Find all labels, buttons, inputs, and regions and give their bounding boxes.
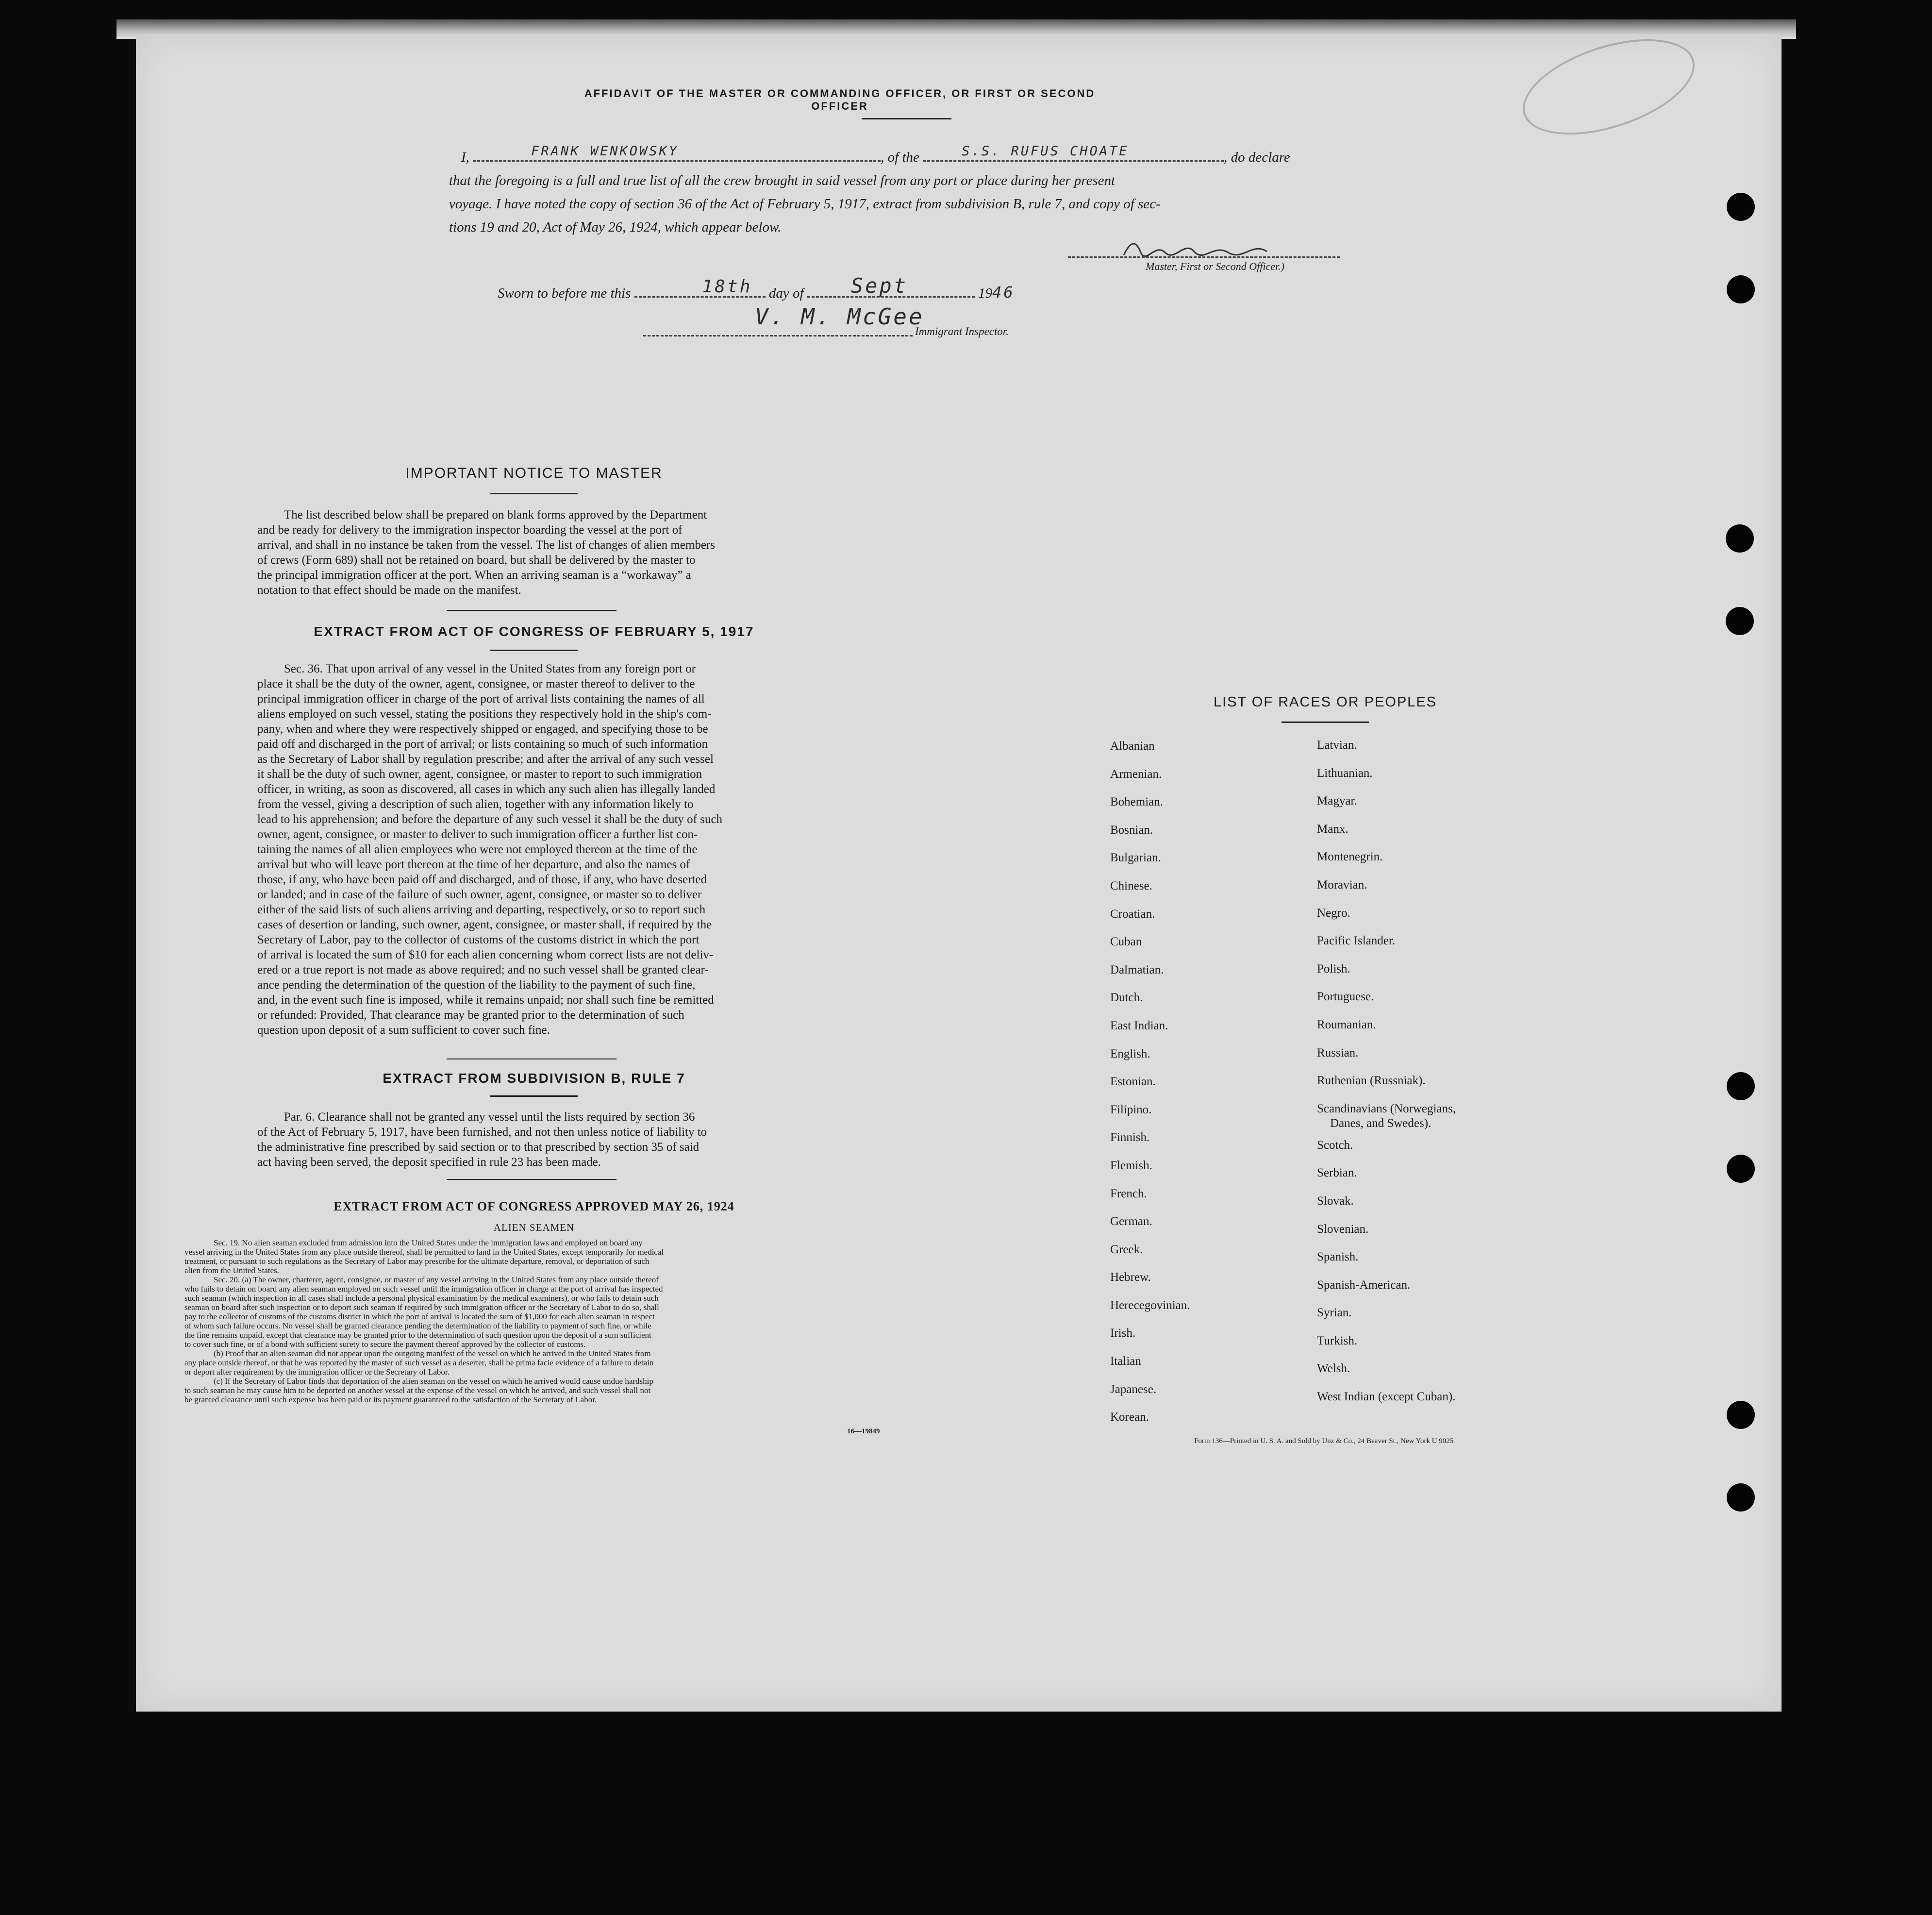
race-item: Spanish-American.	[1317, 1278, 1411, 1292]
affidavit-title: AFFIDAVIT OF THE MASTER OR COMMANDING OFFICER, OR FIRST OR SECOND OFFICER	[584, 87, 1096, 112]
inspector-signature-area	[643, 303, 924, 337]
race-item: Pacific Islander.	[1317, 934, 1396, 948]
races-left-column	[1110, 739, 1295, 1438]
law-line: Sec. 19. No alien seaman excluded from admission into the United States under the immigration laws and employed on board any	[214, 1238, 643, 1247]
notice-line: and be ready for delivery to the immigration inspector boarding the vessel at the port of	[257, 523, 683, 537]
race-item: Japanese.	[1110, 1382, 1157, 1396]
law-line: or deport after requirement by the immigration officer or the Secretary of Labor.	[184, 1367, 450, 1377]
race-item: Welsh.	[1317, 1362, 1350, 1376]
race-item: Syrian.	[1317, 1306, 1352, 1320]
extract-line: arrival but who will leave port thereon at the time of her departure, and also the names of	[257, 858, 690, 871]
race-item: Dutch.	[1110, 991, 1143, 1005]
law-line: of whom such failure occurs. No vessel shall be granted clearance pending the determination of the liability to payment of such fine, or while	[184, 1321, 651, 1330]
sworn-day-field	[634, 277, 766, 298]
sworn-line	[498, 274, 1015, 302]
law-line: to such seaman he may cause him to be deported on another vessel at the expense of the vessel on which he arrived, and such vessel shall not	[184, 1386, 651, 1395]
extract-line: aliens employed on such vessel, stating the positions they respectively hold in the ship's com-	[257, 707, 712, 721]
race-item: Ruthenian (Russniak).	[1317, 1074, 1426, 1088]
race-item: Chinese.	[1110, 879, 1152, 892]
punch-hole	[1727, 1401, 1755, 1429]
races-title-divider	[1282, 722, 1369, 723]
subdivision-b-title: EXTRACT FROM SUBDIVISION B, RULE 7	[383, 1071, 685, 1086]
race-item: Scotch.	[1317, 1138, 1353, 1152]
of-the-label: , of the	[881, 150, 919, 165]
subdivision-b-divider	[490, 1095, 578, 1097]
punch-hole	[1726, 607, 1754, 635]
i-label: I,	[461, 150, 469, 165]
race-item: Portuguese.	[1317, 990, 1374, 1004]
notice-line: of crews (Form 689) shall not be retained on board, but shall be delivered by the master to	[257, 554, 696, 567]
rule-line: Par. 6. Clearance shall not be granted any vessel until the lists required by section 36	[284, 1110, 695, 1124]
punch-hole	[1727, 193, 1755, 221]
extract-line: pany, when and where they were respectively shipped or engaged, and specifying those to be	[257, 722, 708, 736]
race-item: Latvian.	[1317, 739, 1357, 752]
sworn-label: Sworn to before me this	[498, 286, 631, 301]
race-item: Albanian	[1110, 739, 1155, 753]
extract-1917-divider	[490, 650, 578, 651]
race-item: Scandinavians (Norwegians,	[1317, 1102, 1456, 1115]
race-item: French.	[1110, 1187, 1147, 1200]
race-item: Dalmatian.	[1110, 963, 1164, 976]
law-line: such seaman (which inspection in all cases shall include a personal physical examination by the medical examiners), or who fails to detain such	[184, 1293, 659, 1303]
punch-hole	[1727, 1155, 1755, 1183]
inspector-signature: V. M. McGee	[755, 303, 924, 330]
extract-line: place it shall be the duty of the owner, agent, consignee, or master thereof to deliver to the	[257, 677, 695, 690]
extract-line: owner, agent, consignee, or master to deliver to such immigration officer a further list con-	[257, 828, 698, 841]
master-label: Master, First or Second Officer.)	[1146, 260, 1284, 272]
notice-line: notation to that effect should be made on the manifest.	[257, 584, 521, 597]
race-item: Herecegovinian.	[1110, 1298, 1190, 1312]
punch-hole	[1726, 524, 1754, 553]
extract-1917-body	[257, 661, 811, 1038]
vessel-name-field	[923, 146, 1224, 162]
extract-line: those, if any, who have been paid off and discharged, and of those, if any, who have deserted	[257, 873, 707, 886]
race-item: German.	[1110, 1215, 1152, 1228]
extract-line: question upon deposit of a sum sufficient to cover such fine.	[257, 1024, 550, 1037]
extract-line: as the Secretary of Labor shall by regulation prescribe; and after the arrival of any such vessel	[257, 753, 714, 766]
subdivision-b-body	[257, 1109, 811, 1170]
extract-1917-title: EXTRACT FROM ACT OF CONGRESS OF FEBRUARY 5, 1917	[314, 624, 754, 639]
law-line: Sec. 20. (a) The owner, charterer, agent, consignee, or master of any vessel arriving in the United States from any place outside thereof	[214, 1275, 659, 1284]
law-line: pay to the collector of customs of the customs district in which the port of arrival is located the sum of $1,000 for each alien seaman in respect	[184, 1312, 655, 1321]
law-line: who fails to detain on board any alien seaman employed on such vessel until the immigration officer in charge at the port of arrival has inspected	[184, 1284, 663, 1293]
race-item: Magyar.	[1317, 794, 1357, 808]
form-footer: Form 136—Printed in U. S. A. and Sold by Unz & Co., 24 Beaver St., New York U 9025	[1194, 1437, 1454, 1445]
declaration-line: voyage. I have noted the copy of section 36 of the Act of February 5, 1917, extract from subdivision B, rule 7, and copy of sec-	[449, 196, 1161, 212]
rule-line: of the Act of February 5, 1917, have been furnished, and not then unless notice of liability to	[257, 1125, 707, 1139]
section-divider	[447, 610, 616, 611]
race-item: Greek.	[1110, 1243, 1143, 1256]
extract-1924-subtitle: ALIEN SEAMEN	[493, 1222, 575, 1233]
race-item: Bohemian.	[1110, 795, 1164, 809]
extract-line: principal immigration officer in charge of the port of arrival lists containing the names of all	[257, 692, 705, 706]
race-item: Roumanian.	[1317, 1018, 1376, 1031]
race-item: Russian.	[1317, 1046, 1359, 1059]
race-item: Negro.	[1317, 906, 1350, 920]
affidavit-declaration	[449, 169, 1371, 239]
form-code: 16—19849	[847, 1428, 880, 1435]
rule-line: the administrative fine prescribed by said section or to that prescribed by section 35 of said	[257, 1141, 700, 1154]
race-item: English.	[1110, 1047, 1150, 1060]
race-item: Lithuanian.	[1317, 766, 1373, 780]
officer-name-field	[473, 146, 881, 162]
race-item: Hebrew.	[1110, 1271, 1151, 1284]
sworn-day: 18th	[702, 277, 752, 297]
race-item: Italian	[1110, 1355, 1141, 1368]
extract-line: of arrival is located the sum of $10 for each alien concerning whom correct lists are not deliv-	[257, 948, 714, 961]
declaration-line: that the foregoing is a full and true list of all the crew brought in said vessel from any port or place during her present	[449, 173, 1116, 188]
declaration-line: tions 19 and 20, Act of May 26, 1924, which appear below.	[449, 219, 782, 235]
law-line: treatment, or pursuant to such regulations as the Secretary of Labor may prescribe for the ultimate departure, removal, or deportation of such	[184, 1257, 650, 1266]
section-divider	[447, 1058, 616, 1059]
race-item: Estonian.	[1110, 1075, 1156, 1089]
punch-hole	[1727, 1072, 1755, 1100]
day-of-label: day of	[768, 286, 804, 301]
affidavit-first-line	[461, 146, 1369, 166]
notice-body	[257, 507, 811, 598]
races-title: LIST OF RACES OR PEOPLES	[1213, 694, 1437, 710]
race-item: Armenian.	[1110, 767, 1162, 781]
extract-line: it shall be the duty of such owner, agent, consignee, or master to report to such immigration	[257, 768, 702, 781]
extract-line: or refunded: Provided, That clearance may be granted prior to the determination of such	[257, 1008, 684, 1022]
extract-line: officer, in writing, as soon as discovered, all cases in which any such alien has illegally landed	[257, 783, 716, 796]
notice-title: IMPORTANT NOTICE TO MASTER	[405, 465, 663, 481]
race-item: Bosnian.	[1110, 823, 1153, 837]
race-item: Flemish.	[1110, 1159, 1152, 1172]
inspector-line	[643, 335, 913, 336]
extract-line: either of the said lists of such aliens arriving and departing, respectively, or so to report such	[257, 903, 706, 916]
race-item: Croatian.	[1110, 907, 1155, 921]
punch-hole	[1727, 1483, 1755, 1512]
race-item: Filipino.	[1110, 1103, 1152, 1116]
race-item: Cuban	[1110, 935, 1142, 949]
race-item: Montenegrin.	[1317, 850, 1383, 864]
race-item: Turkish.	[1317, 1334, 1358, 1347]
extract-line: Sec. 36. That upon arrival of any vessel in the United States from any foreign port or	[284, 662, 696, 675]
law-line: (c) If the Secretary of Labor finds that deportation of the alien seaman on the vessel on which he arrived would cause undue hardship	[214, 1377, 653, 1386]
year-suffix: 46	[992, 283, 1015, 302]
inspector-label: Immigrant Inspector.	[915, 325, 1009, 337]
officer-name: FRANK WENKOWSKY	[531, 144, 679, 159]
master-signature-area	[1068, 238, 1340, 257]
notice-title-divider	[490, 493, 578, 494]
master-signature-scribble	[1068, 238, 1340, 257]
extract-line: or landed; and in case of the failure of such owner, agent, consignee, or master so to deliver	[257, 888, 702, 901]
rule-line: act having been served, the deposit specified in rule 23 has been made.	[257, 1156, 601, 1169]
race-item: Serbian.	[1317, 1166, 1357, 1180]
extract-line: paid off and discharged in the port of arrival; or lists containing so much of such information	[257, 738, 708, 751]
notice-line: The list described below shall be prepared on blank forms approved by the Department	[284, 508, 707, 521]
extract-line: from the vessel, giving a description of such alien, together with any information likely to	[257, 798, 694, 811]
extract-line: lead to his apprehension; and before the departure of any such vessel it shall be the duty of such	[257, 813, 723, 826]
law-line: the fine remains unpaid, except that clearance may be granted prior to the determination of such question upon the deposit of a sum sufficient	[184, 1330, 651, 1340]
section-divider	[447, 1179, 616, 1180]
punch-hole	[1727, 275, 1755, 303]
race-item: Bulgarian.	[1110, 851, 1161, 865]
law-line: to cover such fine, or of a bond with sufficient surety to secure the payment thereof approved by the collector of customs.	[184, 1340, 586, 1349]
extract-line: Secretary of Labor, pay to the collector of customs of the customs district in which the port	[257, 933, 700, 946]
race-item: Spanish.	[1317, 1250, 1359, 1264]
notice-line: arrival, and shall in no instance be taken from the vessel. The list of changes of alien members	[257, 538, 715, 552]
race-item: Irish.	[1110, 1327, 1136, 1340]
vessel-name: S.S. RUFUS CHOATE	[962, 144, 1129, 159]
law-line: vessel arriving in the United States from any place outside thereof, shall be permitted to land in the United States, except temporarily for medical	[184, 1247, 664, 1257]
law-line: alien from the United States.	[184, 1266, 279, 1275]
race-item: Slovak.	[1317, 1194, 1354, 1208]
extract-line: and, in the event such fine is imposed, while it remains unpaid; nor shall such fine be remitted	[257, 993, 714, 1007]
race-item-continued: Danes, and Swedes).	[1330, 1116, 1432, 1130]
race-item: Manx.	[1317, 822, 1349, 836]
sworn-month-field	[807, 274, 975, 298]
law-line: (b) Proof that an alien seaman did not appear upon the outgoing manifest of the vessel on which he arrived in the United States from	[214, 1349, 651, 1358]
notice-line: the principal immigration officer at the port. When an arriving seaman is a “workaway” a	[257, 569, 691, 582]
race-item: East Indian.	[1110, 1019, 1168, 1032]
signature-line	[1068, 256, 1340, 258]
extract-1924-title: EXTRACT FROM ACT OF CONGRESS APPROVED MAY 26, 1924	[333, 1199, 734, 1213]
race-item: Finnish.	[1110, 1131, 1150, 1144]
sworn-month: Sept	[850, 274, 908, 298]
law-line: be granted clearance until such expense has been paid or its payment guaranteed to the satisfaction of the Secretary of Labor.	[184, 1395, 597, 1404]
race-item: Korean.	[1110, 1411, 1149, 1424]
title-divider	[862, 118, 951, 119]
extract-line: taining the names of all alien employees who were not employed thereon at the time of the	[257, 843, 698, 856]
race-item: Moravian.	[1317, 878, 1367, 891]
do-declare-label: , do declare	[1224, 150, 1290, 165]
race-item: West Indian (except Cuban).	[1317, 1390, 1456, 1404]
extract-line: ance pending the determination of the question of the liability to the payment of such fine,	[257, 978, 696, 991]
race-item: Slovenian.	[1317, 1222, 1369, 1236]
extract-line: cases of desertion or landing, such owner, agent, consignee, or master shall, if required by the	[257, 918, 712, 931]
extract-line: ered or a true report is not made as above required; and no such vessel shall be granted clear-	[257, 963, 709, 976]
law-line: any place outside thereof, or that he was reported by the master of such vessel as a deserter, shall be prima facie evidence of a failure to detain	[184, 1358, 654, 1367]
race-item: Polish.	[1317, 962, 1350, 975]
races-right-column	[1317, 738, 1589, 1418]
extract-1924-body	[184, 1238, 886, 1404]
year-prefix: 19	[978, 286, 993, 301]
law-line: seaman on board after such inspection or to deport such seaman if required by such immigration officer or the Secretary of Labor to do so, shall	[184, 1303, 659, 1312]
